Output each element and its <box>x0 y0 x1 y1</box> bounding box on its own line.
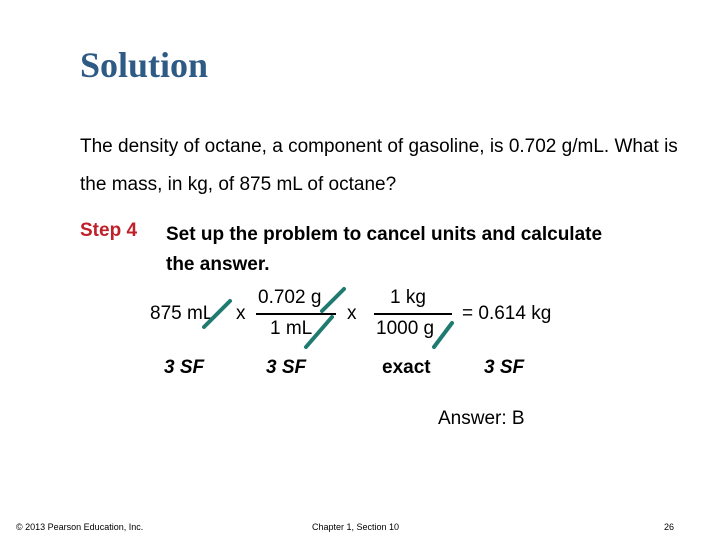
cancel-slash-g-1 <box>318 286 348 314</box>
fraction2-bar <box>374 313 452 315</box>
cancel-slash-ml-1 <box>200 298 234 330</box>
fraction1-denominator: 1 mL <box>270 318 313 339</box>
step-label: Step 4 <box>80 220 138 241</box>
footer-page-number: 26 <box>664 522 675 532</box>
cancel-slash-ml-2 <box>302 314 336 350</box>
footer-copyright: © 2013 Pearson Education, Inc. <box>16 522 144 532</box>
slide-title: Solution <box>80 45 209 85</box>
footer-chapter: Chapter 1, Section 10 <box>312 522 400 532</box>
sig-fig-fraction1: 3 SF <box>266 357 307 378</box>
equation-term-875ml: 875 mL <box>150 303 214 324</box>
sig-fig-term1: 3 SF <box>164 357 205 378</box>
fraction2-denominator: 1000 g <box>376 318 435 339</box>
problem-text: The density of octane, a component of gasoline, is 0.702 g/mL. What is the mass, in kg, of 875 mL of octane? <box>80 136 678 195</box>
equation-times-1: x <box>236 303 246 324</box>
fraction1-numerator: 0.702 g <box>258 287 322 308</box>
fraction2-numerator: 1 kg <box>390 287 426 308</box>
cancel-slash-g-2 <box>430 320 456 350</box>
sig-fig-result: 3 SF <box>484 357 525 378</box>
step-text: Set up the problem to cancel units and calculate the answer. <box>166 224 603 275</box>
equation-result: = 0.614 kg <box>462 303 552 324</box>
equation-times-2: x <box>347 303 357 324</box>
answer-text: Answer: B <box>438 408 525 429</box>
sig-fig-fraction2: exact <box>382 357 431 378</box>
